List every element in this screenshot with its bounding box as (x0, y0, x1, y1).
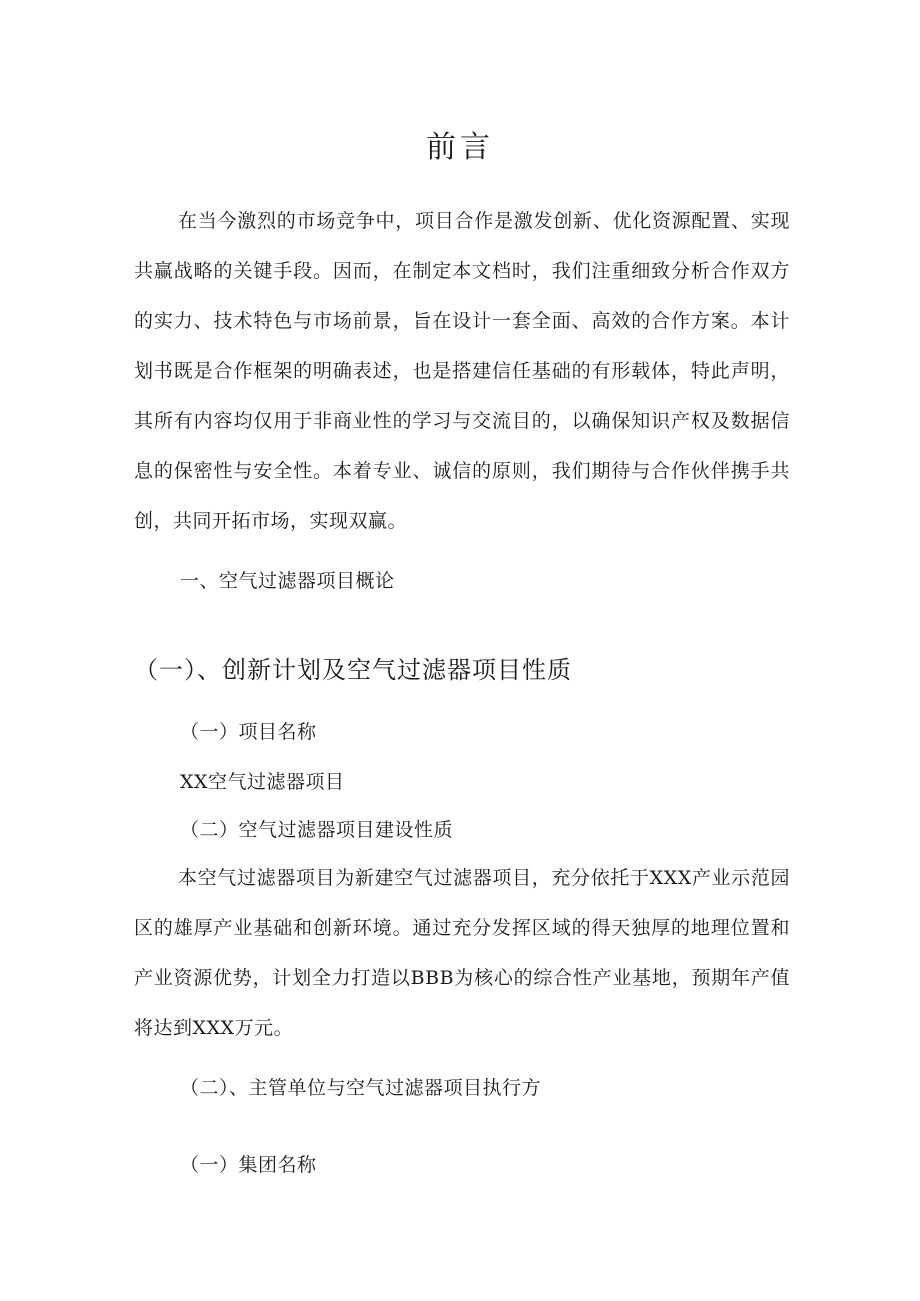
item-heading-construction-nature: （二）空气过滤器项目建设性质 (180, 819, 454, 841)
subsection-heading: （二）、主管单位与空气过滤器项目执行方 (180, 1077, 542, 1099)
section-heading: 一、空气过滤器项目概论 (180, 570, 395, 592)
item-heading-project-name: （一）项目名称 (180, 721, 317, 743)
page-title: 前言 (426, 130, 494, 165)
preface-paragraph: 在当今激烈的市场竞争中，项目合作是激发创新、优化资源配置、实现共赢战略的关键手段。因而，在制定本文档时，我们注重细致分析合作双方的实力、技术特色与市场前景，旨在设计一套全面、高效的合作方案。本计划书既是合作框架的明确表述，也是搭建信任基础的有形载体，特此声明，其所有内容均仅用于非商业性的学习与交流目的，以确保知识产权及数据信息的保密性与安全性。本着专业、诚信的原则，我们期待与合作伙伴携手共创，共同开拓市场，实现双赢。 (134, 210, 790, 532)
project-name-value: XX空气过滤器项目 (180, 771, 345, 793)
item-heading-group-name: （一）集团名称 (180, 1154, 317, 1176)
construction-nature-paragraph: 本空气过滤器项目为新建空气过滤器项目，充分依托于XXX产业示范园区的雄厚产业基础和创新环境。通过充分发挥区域的得天独厚的地理位置和产业资源优势，计划全力打造以BBB为核心的综合性产业基地，预期年产值将达到XXX万元。 (134, 867, 790, 1039)
subsection-heading: （一）、创新计划及空气过滤器项目性质 (134, 656, 572, 684)
